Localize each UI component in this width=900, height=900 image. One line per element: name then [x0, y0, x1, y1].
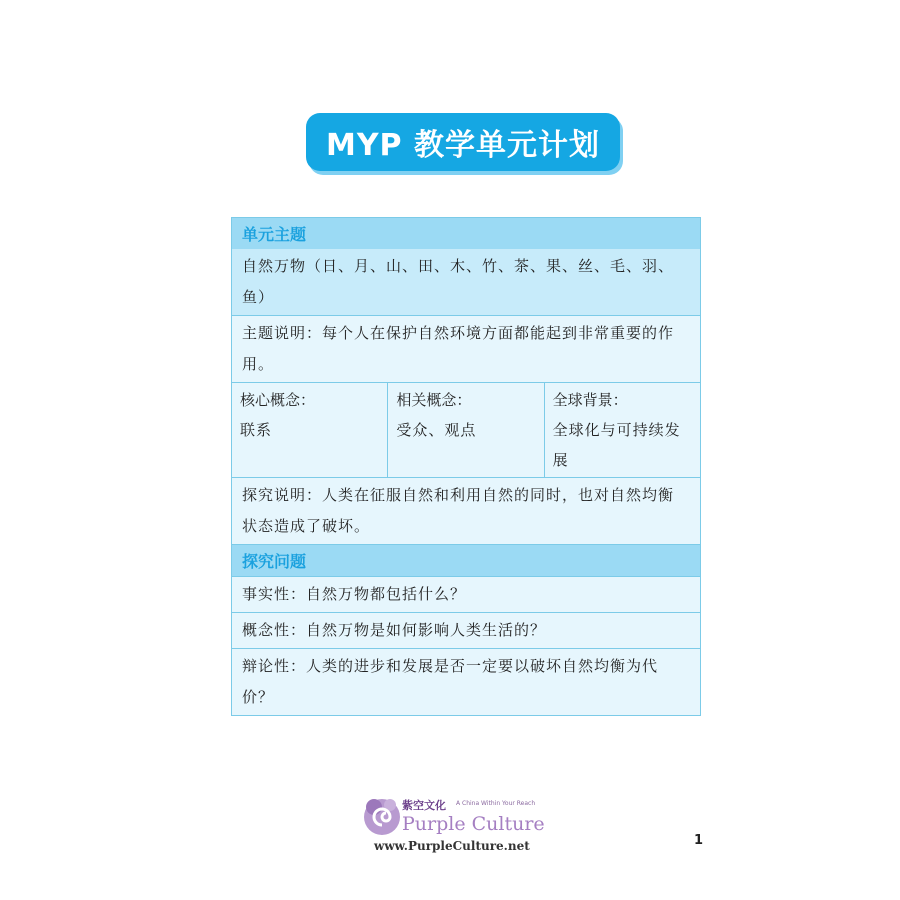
unit-theme-section	[232, 218, 700, 316]
theme-statement-row	[232, 316, 700, 383]
global-context-cell	[545, 383, 700, 477]
conceptual-question-row	[232, 613, 700, 649]
related-concepts-cell	[388, 383, 544, 477]
logo-english-name: Purple Culture	[402, 813, 545, 835]
theme-statement-label: 主题说明：	[242, 324, 323, 342]
debatable-question-label: 辩论性：	[242, 657, 307, 675]
unit-plan-table	[231, 217, 701, 716]
related-concepts-label: 相关概念：	[396, 391, 472, 409]
key-concept-cell	[232, 383, 388, 477]
key-concept-value: 联系	[240, 421, 273, 439]
unit-theme-heading: 单元主题	[232, 218, 700, 249]
inquiry-questions-header-row	[232, 545, 700, 577]
debatable-question-row	[232, 649, 700, 715]
conceptual-question-label: 概念性：	[242, 621, 307, 639]
logo-url: www.PurpleCulture.net	[374, 839, 530, 853]
factual-question-text: 自然万物都包括什么？	[306, 585, 467, 603]
page-title: MYP 教学单元计划	[306, 113, 620, 171]
logo-tagline: A China Within Your Reach	[456, 800, 536, 807]
factual-question-label: 事实性：	[242, 585, 307, 603]
inquiry-statement-text: 人类在征服自然和利用自然的同时，也对自然均衡状态造成了破坏。	[242, 486, 675, 535]
inquiry-statement-label: 探究说明：	[242, 486, 323, 504]
page-number: 1	[694, 833, 704, 848]
unit-theme-text: 自然万物（日、月、山、田、木、竹、茶、果、丝、毛、羽、鱼）	[242, 257, 675, 306]
conceptual-question-text: 自然万物是如何影响人类生活的？	[306, 621, 547, 639]
logo-chinese-name: 紫空文化	[402, 799, 446, 812]
inquiry-questions-heading: 探究问题	[232, 545, 700, 576]
concepts-row	[232, 383, 700, 478]
global-context-label: 全球背景：	[552, 391, 628, 409]
key-concept-label: 核心概念：	[240, 391, 316, 409]
purple-culture-swirl-icon	[362, 795, 406, 839]
factual-question-row	[232, 577, 700, 613]
purple-culture-logo	[360, 793, 550, 853]
global-context-value: 全球化与可持续发展	[552, 421, 681, 469]
theme-statement-text: 每个人在保护自然环境方面都能起到非常重要的作用。	[242, 324, 675, 373]
related-concepts-value: 受众、观点	[396, 421, 477, 439]
inquiry-statement-row	[232, 478, 700, 545]
debatable-question-text: 人类的进步和发展是否一定要以破坏自然均衡为代价？	[242, 657, 659, 706]
